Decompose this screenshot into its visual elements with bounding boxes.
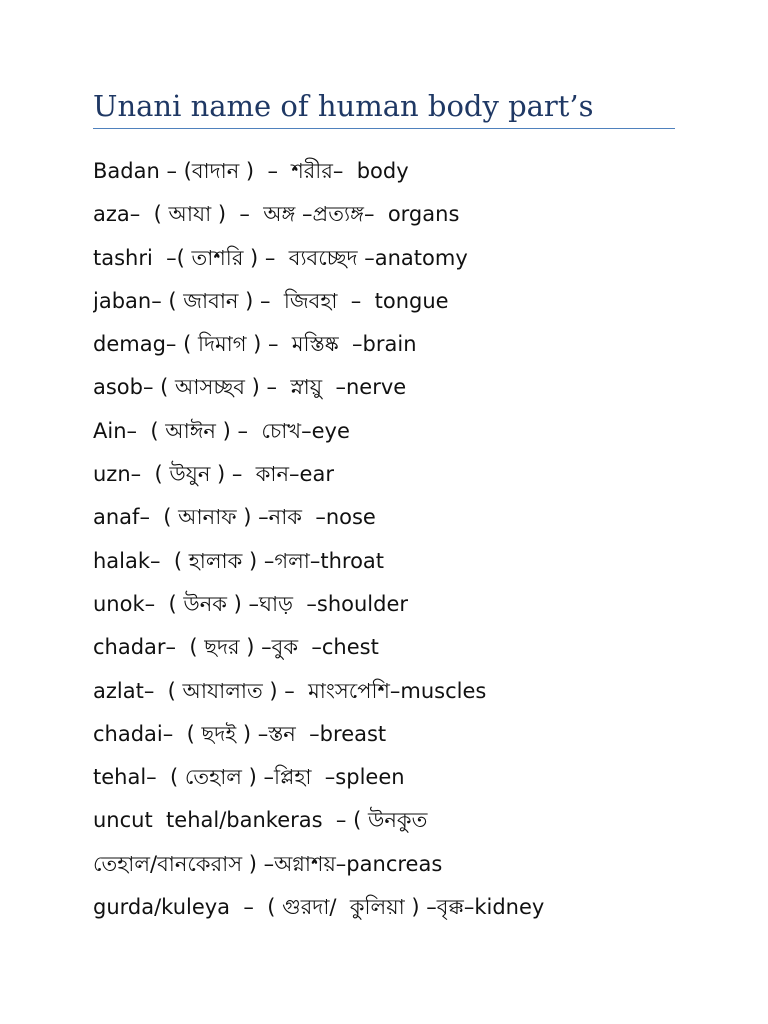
list-item-eye: Ain– ( আঈন ) – চোখ–eye — [93, 418, 350, 443]
list-item-nerve: asob– ( আসচ্ছব ) – স্নায়ু –nerve — [93, 375, 407, 400]
list-item-spleen: tehal– ( তেহাল ) –প্লিহা –spleen — [93, 765, 405, 790]
list-item-pancreas-line-2: তেহাল/বানকেরাস ) –অগ্নাশয়–pancreas — [93, 851, 443, 876]
list-item-chest: chadar– ( ছদর ) –বুক –chest — [93, 635, 379, 660]
list-item-anatomy: tashri –( তাশরি ) – ব্যবচ্ছেদ –anatomy — [93, 245, 468, 270]
list-item-kidney: gurda/kuleya – ( গুরদা/ কুলিয়া ) –বৃক্ক–kidney — [93, 895, 545, 920]
list-item-throat: halak– ( হালাক ) –গলা–throat — [93, 548, 385, 573]
list-item-tongue: jaban– ( জাবান ) – জিবহা – tongue — [93, 288, 449, 313]
page-title: Unani name of human body part’s — [93, 89, 594, 123]
list-item-shoulder: unok– ( উনক ) –ঘাড় –shoulder — [93, 591, 409, 616]
list-item-ear: uzn– ( উযুন ) – কান–ear — [93, 462, 334, 487]
list-item-muscles: azlat– ( আযালাত ) – মাংসপেশি–muscles — [93, 678, 487, 703]
title-underline — [93, 128, 675, 129]
list-item-nose: anaf– ( আনাফ ) –নাক –nose — [93, 505, 376, 530]
list-item-pancreas-line-1: uncut tehal/bankeras – ( উনকুত — [93, 808, 428, 833]
list-item-body: Badan – (বাদান ) – শরীর– body — [93, 159, 409, 183]
body-part-list — [93, 150, 733, 929]
list-item-organs: aza– ( আযা ) – অঙ্গ –প্রত্যঙ্গ– organs — [93, 202, 460, 227]
list-item-brain: demag– ( দিমাগ ) – মস্তিষ্ক –brain — [93, 332, 417, 357]
list-item-breast: chadai– ( ছদই ) –স্তন –breast — [93, 721, 387, 746]
